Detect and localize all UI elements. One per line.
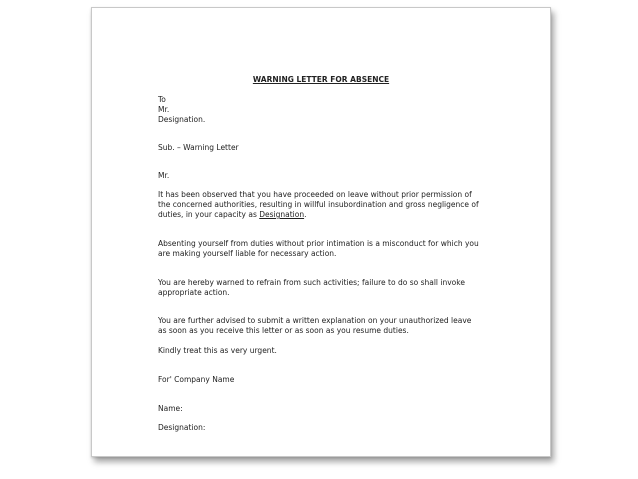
salutation: Mr. (158, 171, 170, 180)
for-company-line: For' Company Name (158, 375, 235, 384)
paragraph-5: Kindly treat this as very urgent. (158, 346, 277, 355)
paragraph-1-line-3-text: duties, in your capacity as (158, 210, 260, 219)
name-label: Name: (158, 404, 183, 413)
paragraph-2-line-1: Absenting yourself from duties without prior intimation is a misconduct for which you (158, 239, 479, 248)
paragraph-1-line-1: It has been observed that you have proceeded on leave without prior permission of (158, 190, 472, 199)
paragraph-3-line-1: You are hereby warned to refrain from such activities; failure to do so shall invoke (158, 278, 465, 287)
paragraph-4-line-1: You are further advised to submit a written explanation on your unauthorized leave (158, 316, 472, 325)
designation-placeholder: Designation (259, 210, 305, 219)
paragraph-1-period: . (304, 210, 307, 219)
designation-label: Designation: (158, 423, 206, 432)
paragraph-3-line-2: appropriate action. (158, 288, 230, 297)
recipient-designation: Designation. (158, 115, 206, 124)
subject-line: Sub. – Warning Letter (158, 143, 239, 152)
paragraph-1-line-2: the concerned authorities, resulting in willful insubordination and gross negligence of (158, 200, 479, 209)
paragraph-1-line-3 (158, 210, 306, 220)
paragraph-4-line-2: as soon as you receive this letter or as soon as you resume duties. (158, 326, 409, 335)
paragraph-2-line-2: are making yourself liable for necessary action. (158, 249, 337, 258)
recipient-line: Mr. (158, 105, 170, 114)
letter-title: WARNING LETTER FOR ABSENCE (252, 75, 390, 84)
document-page (91, 7, 551, 457)
to-line: To (158, 95, 166, 104)
